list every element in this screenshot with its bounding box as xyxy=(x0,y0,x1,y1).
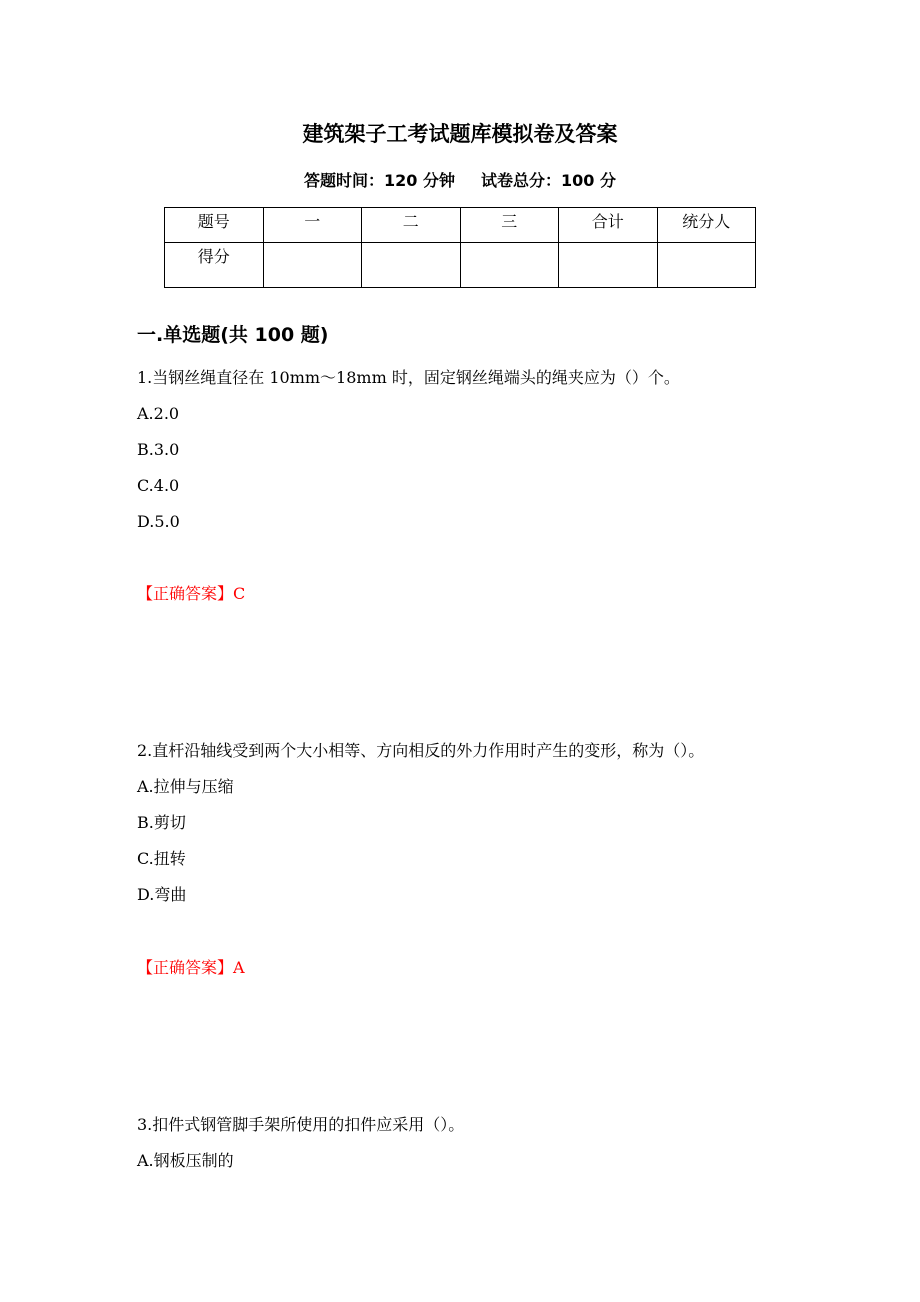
score-table xyxy=(164,207,756,288)
question-stem: 2.直杆沿轴线受到两个大小相等、方向相反的外力作用时产生的变形，称为（）。 xyxy=(137,741,705,760)
score-cell xyxy=(559,243,658,288)
document-title: 建筑架子工考试题库模拟卷及答案 xyxy=(302,122,618,146)
question-option: B.3.0 xyxy=(137,440,180,459)
score-header-cell: 一 xyxy=(263,208,362,243)
score-header-cell: 二 xyxy=(362,208,461,243)
answer-label: 【正确答案】 xyxy=(137,958,234,977)
question-option: D.弯曲 xyxy=(137,885,187,904)
answer-value: A xyxy=(233,958,245,977)
score-header-cell: 合计 xyxy=(559,208,658,243)
question-stem: 1.当钢丝绳直径在 10mm～18mm 时，固定钢丝绳端头的绳夹应为（）个。 xyxy=(137,368,680,387)
question-option: A.钢板压制的 xyxy=(137,1151,234,1170)
answer-line xyxy=(137,581,245,607)
score-row-label: 得分 xyxy=(165,243,264,288)
score-cell xyxy=(460,243,559,288)
score-cell xyxy=(657,243,756,288)
score-header-cell: 统分人 xyxy=(657,208,756,243)
question-option: C.扭转 xyxy=(137,849,186,868)
score-header-cell: 题号 xyxy=(165,208,264,243)
score-header-cell: 三 xyxy=(460,208,559,243)
score-table-score-row xyxy=(165,243,756,288)
exam-total-score: 试卷总分：100 分 xyxy=(481,171,616,190)
question-option: A.2.0 xyxy=(137,404,180,423)
score-table-header-row xyxy=(165,208,756,243)
question-option: A.拉伸与压缩 xyxy=(137,777,234,796)
question-option: C.4.0 xyxy=(137,476,180,495)
answer-label: 【正确答案】 xyxy=(137,584,234,603)
question-option: D.5.0 xyxy=(137,512,180,531)
answer-line xyxy=(137,955,245,981)
exam-time: 答题时间：120 分钟 xyxy=(304,171,455,190)
question-option: B.剪切 xyxy=(137,813,186,832)
section-heading: 一.单选题(共 100 题) xyxy=(137,324,329,346)
exam-meta xyxy=(0,166,920,196)
score-cell xyxy=(263,243,362,288)
answer-value: C xyxy=(233,584,246,603)
question-stem: 3.扣件式钢管脚手架所使用的扣件应采用（）。 xyxy=(137,1115,465,1134)
score-cell xyxy=(362,243,461,288)
